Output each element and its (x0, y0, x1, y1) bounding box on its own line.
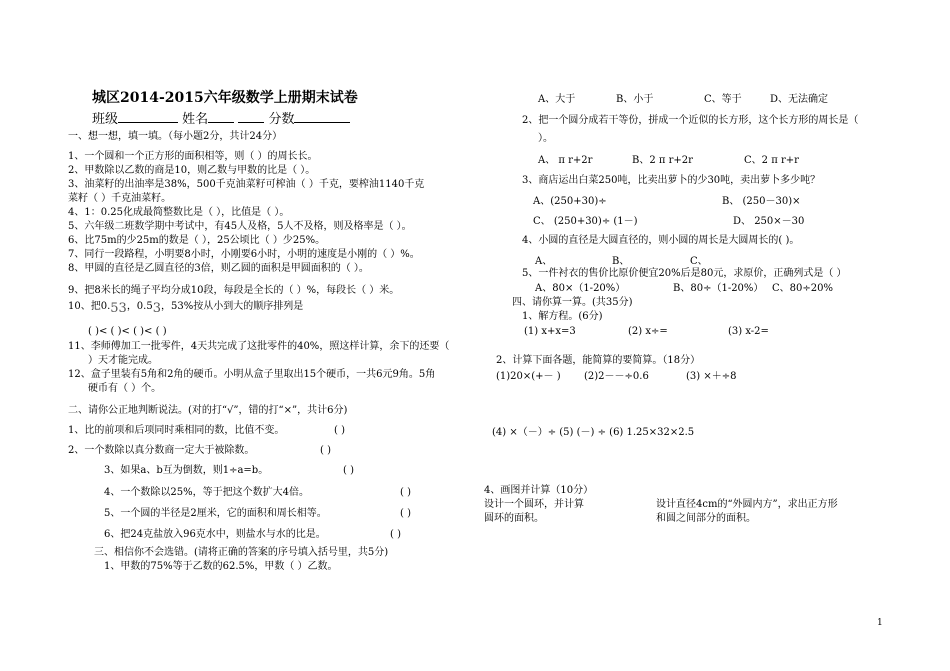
choice-2-option-c: C、2 π r+r (744, 155, 799, 166)
question-1-1: 1、一个圆和一个正方形的面积相等，则（ ）的周长长。 (68, 151, 318, 162)
judge-5: 5、一个圆的半径是2厘米，它的面积和周长相等。 (104, 508, 327, 519)
section-3-title: 三、相信你不会选错。(请将正确的答案的序号填入括号里，共5分) (94, 547, 389, 558)
choice-3-option-d: D、 250×－30 (733, 216, 805, 227)
drawing-task-2-line-1: 设计直径4cm的“外圆内方”，求出正方形 (656, 499, 838, 510)
equation-3: (3) x-2= (728, 326, 769, 337)
question-1-8: 8、甲圆的直径是乙圆直径的3倍，则乙圆的面积是甲圆面积的（ ）。 (68, 263, 369, 274)
drawing-task-1-line-2: 圆环的面积。 (484, 513, 544, 524)
name-label: 姓名 (182, 112, 209, 127)
class-blank (118, 110, 178, 123)
choice-4-option-a: A、 (535, 256, 553, 267)
choice-2-option-a: A、 π r+2r (538, 155, 593, 166)
judge-4: 4、一个数除以25%，等于把这个数扩大4倍。 (104, 487, 309, 498)
question-1-11-line-2: ）天才能完成。 (88, 355, 158, 366)
question-1-2: 2、甲数除以乙数的商是10，则乙数与甲数的比是（ ）。 (68, 165, 316, 176)
name-blank-2 (238, 110, 264, 123)
section-1-title: 一、想一想，填一填。（每小题2分，共计24分） (68, 131, 283, 142)
class-label: 班级 (92, 112, 119, 127)
choice-5-option-a: A、80×（1-20%） (535, 283, 626, 294)
equations-title: 1、解方程。(6分) (522, 311, 603, 322)
drawing-task-1-line-1: 设计一个圆环，并计算 (484, 499, 584, 510)
question-1-6: 6、比75m的少25m的数是（ ），25公顷比（ ）少25%。 (68, 235, 326, 246)
question-1-5: 5、六年级二班数学期中考试中，有45人及格，5人不及格，则及格率是（ ）。 (68, 221, 412, 232)
calculations-title: 2、计算下面各题，能简算的要简算。（18分） (496, 355, 701, 366)
choice-5: 5、一件衬衣的售价比原价便宜20%后是80元，求原价，正确列式是（ ） (522, 268, 847, 279)
question-1-9: 9、把8米长的绳子平均分成10段，每段是全长的（ ）%，每段长（ ）米。 (68, 285, 400, 296)
fraction-mark-1: 53 (110, 301, 127, 316)
choice-2-option-b: B、2 π r+2r (632, 155, 693, 166)
question-1-10-middle: ，0.5 (126, 301, 153, 312)
choice-1-option-c: C、等于 (704, 94, 742, 105)
question-1-10-blanks: ( )< ( )< ( )< ( ) (88, 326, 167, 337)
judge-3-box: ( ) (343, 465, 354, 476)
student-info-line (92, 110, 350, 128)
choice-1-option-b: B、小于 (616, 94, 654, 105)
question-1-10 (68, 299, 304, 316)
question-1-3-line-1: 3、油菜籽的出油率是38%，500千克油菜籽可榨油（ ）千克，要榨油1140千克 (68, 179, 425, 190)
question-1-10-suffix: ，53%按从小到大的顺序排列是 (161, 301, 304, 312)
score-blank (294, 110, 350, 123)
choice-4: 4、小圆的直径是大圆直径的，则小圆的周长是大圆周长的( )。 (522, 235, 800, 246)
calculation-2: (2)2－－÷0.6 (584, 371, 649, 382)
judge-6-box: ( ) (390, 529, 401, 540)
judge-6: 6、把24克盐放入96克水中，则盐水与水的比是。 (104, 529, 326, 540)
score-label: 分数 (268, 112, 295, 127)
drawing-task-2-line-2: 和圆之间部分的面积。 (656, 513, 756, 524)
name-blank (208, 110, 234, 123)
choice-1: 1、甲数的75%等于乙数的62.5%，甲数（ ）乙数。 (104, 561, 338, 572)
judge-1-box: ( ) (334, 425, 345, 436)
calculation-1: (1)20×(+－ ) (496, 371, 561, 382)
choice-3: 3、商店运出白菜250吨，比卖出萝卜的少30吨，卖出萝卜多少吨？ (522, 175, 821, 186)
fraction-mark-2: 3 (152, 301, 161, 316)
question-1-12-line-1: 12、盒子里装有5角和2角的硬币。小明从盒子里取出15个硬币，一共6元9角。5角 (68, 369, 436, 380)
question-1-10-prefix: 10、把0. (68, 301, 111, 312)
drawing-title: 4、画图并计算（10分） (484, 485, 594, 496)
question-1-4: 4、1：0.25化成最简整数比是（ ），比值是（ ）。 (68, 207, 290, 218)
choice-3-option-c: C、 (250+30)÷ (1－) (533, 216, 638, 227)
choice-2-line-2: ）。 (538, 133, 553, 144)
judge-1: 1、比的前项和后项同时乘相同的数，比值不变。 (68, 425, 285, 436)
question-1-7: 7、同行一段路程，小明要8小时，小刚要6小时，小明的速度是小刚的（ ）%。 (68, 249, 420, 260)
choice-2-line-1: 2、把一个圆分成若干等份，拼成一个近似的长方形，这个长方形的周长是（ (522, 115, 859, 126)
judge-2: 2、一个数除以真分数商一定大于被除数。 (68, 445, 255, 456)
choice-5-option-c: C、80÷20% (772, 283, 833, 294)
calculation-3: (3) ×＋÷8 (686, 371, 737, 382)
section-2-title: 二、请你公正地判断说法。(对的打“√”，错的打“×”，共计6分) (68, 405, 348, 416)
section-4-title: 四、请你算一算。(共35分) (512, 297, 633, 308)
choice-5-option-b: B、80÷（1-20%） (673, 283, 764, 294)
question-1-11-line-1: 11、李师傅加工一批零件，4天共完成了这批零件的40%，照这样计算，余下的还要（ (68, 341, 450, 352)
judge-5-box: ( ) (400, 508, 411, 519)
judge-4-box: ( ) (400, 487, 411, 498)
choice-1-option-a: A、大于 (538, 94, 576, 105)
choice-4-option-c: C、 (690, 256, 708, 267)
question-1-12-line-2: 硬币有（ ）个。 (88, 383, 162, 394)
calculations-4-to-6: (4) ×（－）÷ (5) (－) ÷ (6) 1.25×32×2.5 (492, 427, 695, 438)
page-number: 1 (877, 618, 883, 628)
judge-3: 3、如果a、b互为倒数，则1÷a=b。 (104, 465, 269, 476)
choice-1-option-d: D、无法确定 (770, 94, 829, 105)
choice-4-option-b: B、 (612, 256, 630, 267)
page-title: 城区2014-2015六年级数学上册期末试卷 (92, 90, 358, 106)
equation-2: (2) x÷= (628, 326, 668, 337)
judge-2-box: ( ) (320, 445, 331, 456)
choice-3-option-b: B、 (250－30)× (722, 196, 801, 207)
equation-1: (1) x+x=3 (524, 326, 576, 337)
question-1-3-line-2: 菜籽（ ）千克油菜籽。 (68, 193, 172, 204)
choice-3-option-a: A、(250+30)÷ (533, 196, 607, 207)
